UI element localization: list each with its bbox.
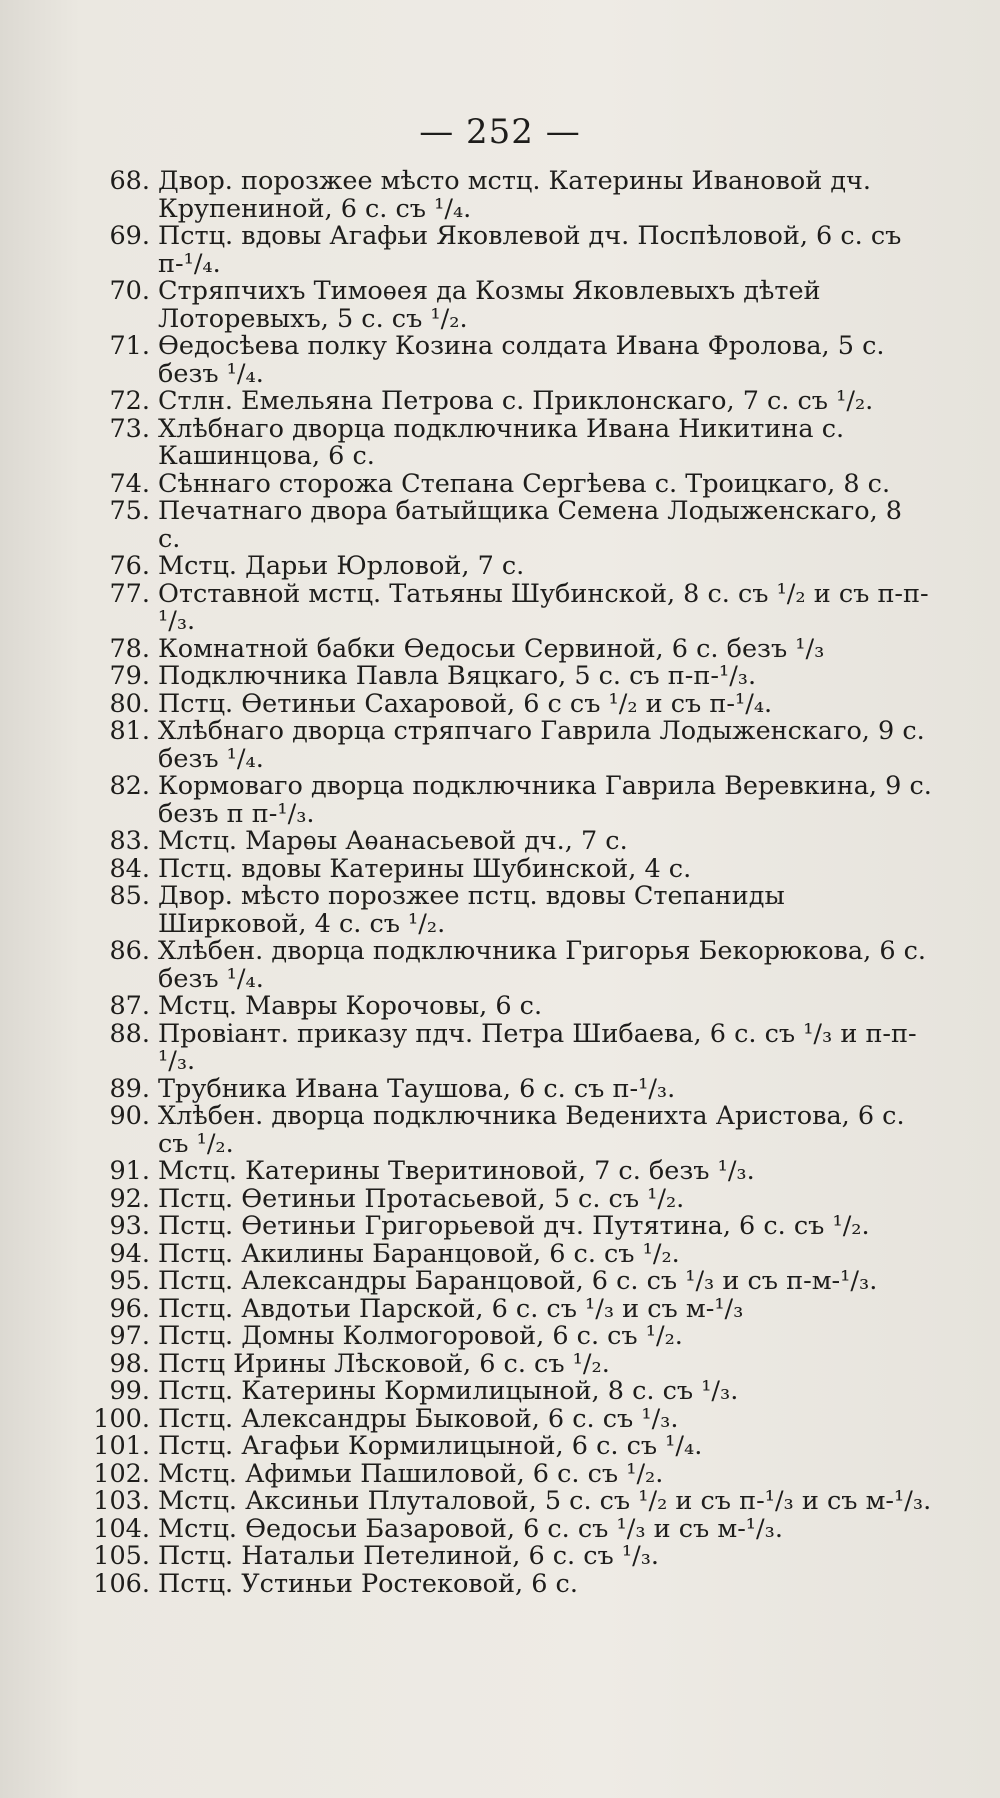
entry-text: Пстц. Агафьи Кормилицыной, 6 с. съ ¹/₄. — [158, 1431, 703, 1461]
list-item — [66, 663, 932, 691]
list-item — [66, 1488, 932, 1516]
entry-text: Мстц. Афимьи Пашиловой, 6 с. съ ¹/₂. — [158, 1458, 664, 1489]
entry-text: Мстц. Ѳедосьи Базаровой, 6 с. съ ¹/₃ и съ м-¹/₃. — [158, 1513, 783, 1544]
entry-text: Сѣннаго сторожа Степана Сергѣева с. Троицкаго, 8 с. — [158, 468, 891, 499]
list-item — [66, 1238, 932, 1269]
entry-number: 75. — [109, 496, 150, 526]
entry-number: 101. — [93, 1431, 150, 1461]
list-item — [66, 1513, 932, 1544]
list-item — [66, 938, 932, 993]
entry-number: 79. — [109, 661, 150, 691]
entry-text: Печатнаго двора батыйщика Семена Лодыженскаго, 8 с. — [158, 496, 903, 554]
list-item — [66, 1433, 932, 1461]
list-item — [66, 1018, 932, 1076]
entry-text: Пстц. Устиньи Ростековой, 6 с. — [158, 1568, 578, 1599]
entry-text: Отставной мстц. Татьяны Шубинской, 8 с. съ ¹/₂ и съ п-п-¹/₃. — [158, 578, 929, 636]
list-item — [66, 1323, 932, 1351]
entry-text: Мстц. Марѳы Аѳанасьевой дч., 7 с. — [158, 826, 628, 856]
entry-number: 70. — [109, 276, 150, 306]
entry-number: 87. — [109, 991, 150, 1021]
entry-text: Подключника Павла Вяцкаго, 5 с. съ п-п-¹/₃. — [158, 661, 757, 691]
list-item — [66, 1158, 932, 1186]
entry-number: 95. — [109, 1266, 150, 1296]
entry-number: 86. — [109, 936, 150, 966]
list-item — [66, 1073, 932, 1104]
entry-text: Пстц. Александры Быковой, 6 с. съ ¹/₃. — [158, 1403, 679, 1434]
entry-text: Двор. порозжее мѣсто мстц. Катерины Ивановой дч. Крупениной, 6 с. съ ¹/₄. — [158, 166, 872, 224]
entry-number: 96. — [109, 1293, 150, 1324]
entry-number: 73. — [109, 413, 150, 444]
entry-text: Хлѣбен. дворца подключника Веденихта Аристова, 6 с. съ ¹/₂. — [158, 1101, 905, 1159]
entry-number: 88. — [109, 1018, 150, 1049]
entry-number: 100. — [93, 1403, 150, 1434]
entry-text: Пстц. Катерины Кормилицыной, 8 с. съ ¹/₃. — [158, 1376, 739, 1406]
entry-text: Мстц. Аксиньи Плуталовой, 5 с. съ ¹/₂ и съ п-¹/₃ и съ м-¹/₃. — [158, 1486, 932, 1516]
list-item — [66, 828, 932, 856]
entry-text: Хлѣбнаго дворца стряпчаго Гаврила Лодыженскаго, 9 с. безъ ¹/₄. — [158, 716, 925, 774]
entry-number: 80. — [109, 688, 150, 719]
entry-number: 93. — [109, 1211, 150, 1241]
entry-text: Мстц. Мавры Корочовы, 6 с. — [158, 991, 543, 1021]
list-item — [66, 498, 932, 553]
list-item — [66, 718, 932, 773]
entry-number: 81. — [109, 716, 150, 746]
entry-text: Пстц. вдовы Агафьи Яковлевой дч. Поспѣловой, 6 с. съ п-¹/₄. — [158, 221, 902, 279]
list-item — [66, 1543, 932, 1571]
entry-text: Двор. мѣсто порозжее пстц. вдовы Степаниды Ширковой, 4 с. съ ¹/₂. — [158, 881, 785, 939]
list-item — [66, 553, 932, 581]
list-item — [66, 1293, 932, 1324]
list-item — [66, 993, 932, 1021]
entry-text: Хлѣбен. дворца подключника Григорья Бекорюкова, 6 с. безъ ¹/₄. — [158, 936, 927, 994]
list-item — [66, 1458, 932, 1489]
entry-text: Хлѣбнаго дворца подключника Ивана Никитина с. Кашинцова, 6 с. — [158, 413, 845, 471]
list-item — [66, 1268, 932, 1296]
entry-text: Ѳедосѣева полку Козина солдата Ивана Фролова, 5 с. безъ ¹/₄. — [158, 331, 885, 389]
entry-text: Мстц. Катерины Тверитиновой, 7 с. безъ ¹/₃. — [158, 1156, 755, 1186]
list-item — [66, 688, 932, 719]
entry-text: Мстц. Дарьи Юрловой, 7 с. — [158, 551, 525, 581]
entry-text: Пстц. Ѳетиньи Протасьевой, 5 с. съ ¹/₂. — [158, 1183, 685, 1214]
list-item — [66, 578, 932, 636]
entry-text: Пстц. Акилины Баранцовой, 6 с. съ ¹/₂. — [158, 1238, 680, 1269]
list-item — [66, 1103, 932, 1158]
list-item — [66, 1568, 932, 1599]
entry-text: Стряпчихъ Тимоѳея да Козмы Яковлевыхъ дѣтей Лоторевыхъ, 5 с. съ ¹/₂. — [158, 276, 821, 334]
entry-number: 84. — [109, 853, 150, 884]
list-item — [66, 333, 932, 388]
entry-number: 77. — [109, 578, 150, 609]
entry-number: 92. — [109, 1183, 150, 1214]
entry-text: Пстц. вдовы Катерины Шубинской, 4 с. — [158, 853, 692, 884]
list-item — [66, 168, 932, 223]
list-item — [66, 278, 932, 333]
entry-number: 104. — [93, 1513, 150, 1544]
list-item — [66, 223, 932, 278]
list-item — [66, 468, 932, 499]
entry-text: Комнатной бабки Ѳедосьи Сервиной, 6 с. безъ ¹/₃ — [158, 633, 825, 664]
entry-list — [66, 168, 932, 1598]
entry-text: Пстц Ирины Лѣсковой, 6 с. съ ¹/₂. — [158, 1348, 610, 1379]
entry-text: Пстц. Домны Колмогоровой, 6 с. съ ¹/₂. — [158, 1321, 683, 1351]
list-item — [66, 388, 932, 416]
entry-number: 103. — [93, 1486, 150, 1516]
entry-number: 78. — [109, 633, 150, 664]
list-item — [66, 1348, 932, 1379]
entry-text: Пстц. Авдотьи Парской, 6 с. съ ¹/₃ и съ м-¹/₃ — [158, 1293, 744, 1324]
entry-number: 71. — [109, 331, 150, 361]
entry-number: 69. — [109, 221, 150, 251]
list-item — [66, 1183, 932, 1214]
entry-number: 74. — [109, 468, 150, 499]
entry-number: 82. — [109, 771, 150, 801]
entry-text: Пстц. Ѳетиньи Сахаровой, 6 с съ ¹/₂ и съ п-¹/₄. — [158, 688, 773, 719]
entry-number: 106. — [93, 1568, 150, 1599]
entry-number: 83. — [109, 826, 150, 856]
entry-number: 97. — [109, 1321, 150, 1351]
entry-text: Трубника Ивана Таушова, 6 с. съ п-¹/₃. — [158, 1073, 676, 1104]
entry-number: 99. — [109, 1376, 150, 1406]
entry-number: 105. — [93, 1541, 150, 1571]
list-item — [66, 773, 932, 828]
entry-text: Пстц. Александры Баранцовой, 6 с. съ ¹/₃ и съ п-м-¹/₃. — [158, 1266, 878, 1296]
entry-number: 89. — [109, 1073, 150, 1104]
list-item — [66, 883, 932, 938]
entry-number: 72. — [109, 386, 150, 416]
entry-text: Кормоваго дворца подключника Гаврила Веревкина, 9 с. безъ п п-¹/₃. — [158, 771, 932, 829]
entry-text: Провіант. приказу пдч. Петра Шибаева, 6 с. съ ¹/₃ и п-п-¹/₃. — [158, 1018, 917, 1076]
entry-number: 91. — [109, 1156, 150, 1186]
entry-text: Пстц. Ѳетиньи Григорьевой дч. Путятина, 6 с. съ ¹/₂. — [158, 1211, 870, 1241]
entry-text: Пстц. Натальи Петелиной, 6 с. съ ¹/₃. — [158, 1541, 660, 1571]
entry-number: 90. — [109, 1101, 150, 1131]
page-number: — 252 — — [419, 112, 581, 152]
entry-number: 94. — [109, 1238, 150, 1269]
list-item — [66, 853, 932, 884]
entry-number: 68. — [109, 166, 150, 196]
list-item — [66, 633, 932, 664]
list-item — [66, 1378, 932, 1406]
list-item — [66, 1403, 932, 1434]
entry-number: 98. — [109, 1348, 150, 1379]
entry-number: 76. — [109, 551, 150, 581]
list-item — [66, 1213, 932, 1241]
entry-number: 102. — [93, 1458, 150, 1489]
list-item — [66, 413, 932, 471]
entry-number: 85. — [109, 881, 150, 911]
entry-text: Стлн. Емельяна Петрова с. Приклонскаго, 7 с. съ ¹/₂. — [158, 386, 874, 416]
